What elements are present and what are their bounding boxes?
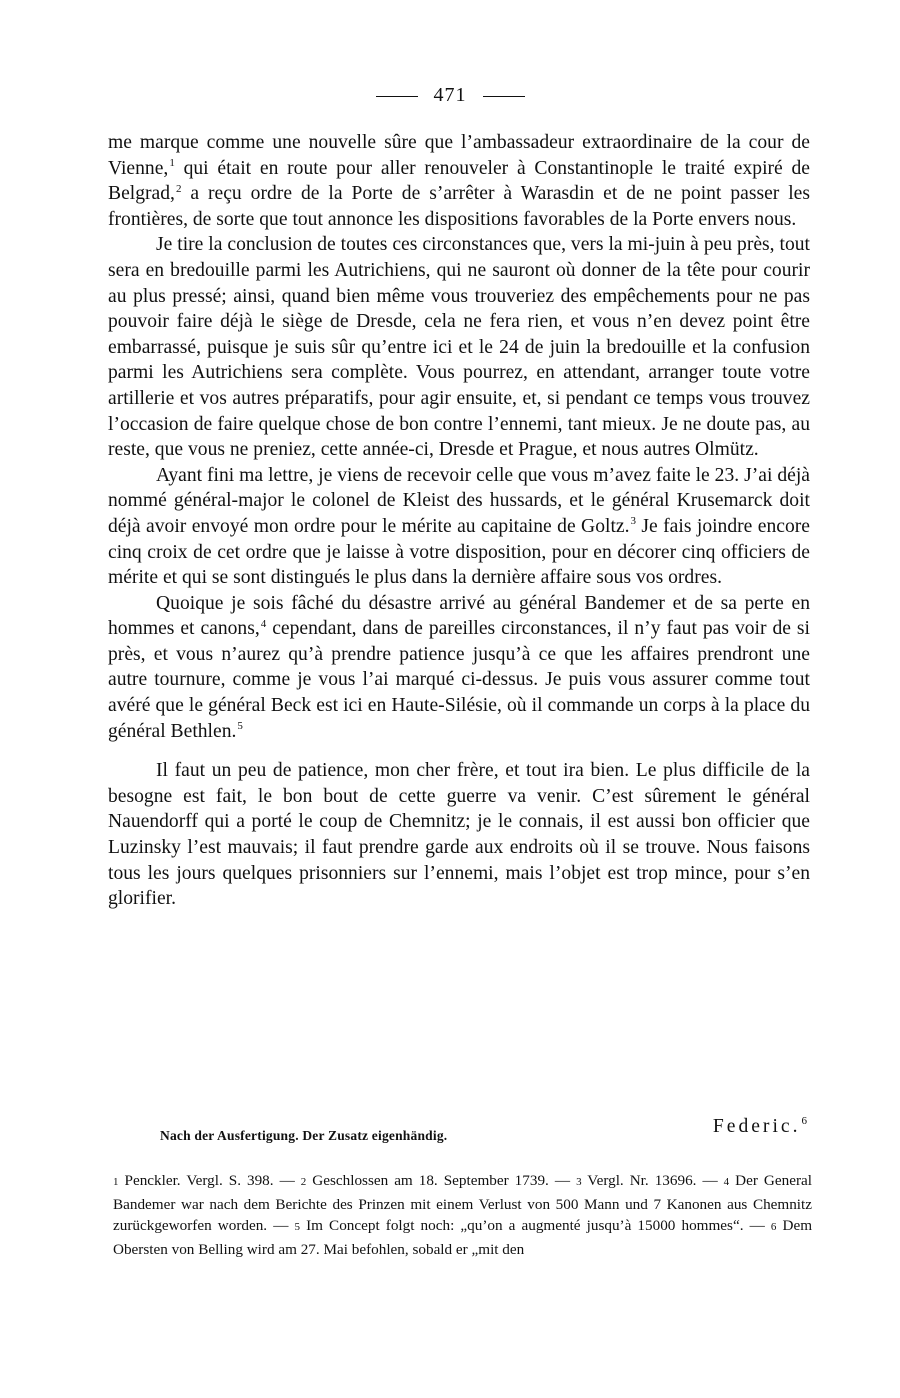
paragraph-3-text-b: Je fais joindre encore cinq croix de cet ordre que je laisse à votre disposition, pour en décorer cinq officiers de mérite et qui se sont distingués le plus dans la dernière affaire sous vos ordres. (108, 515, 810, 589)
footnote-ref-4: 4 (260, 617, 267, 630)
footnote-number-2: 2 (300, 1176, 307, 1188)
footnote-text-2: Geschlossen am 18. September 1739. — (306, 1172, 577, 1189)
footnote-number-1: 1 (113, 1176, 119, 1188)
footnote-number-3: 3 (576, 1176, 582, 1188)
footnote-ref-3: 3 (630, 515, 636, 528)
paragraph-1-text-a: me marque comme une nouvelle sûre que l’ambassadeur extraordinaire de la cour de Vienne, (108, 132, 810, 179)
paragraph-4-text-b: cependant, dans de pareilles circonstances, il n’y faut pas voir de si près, et vous n’aurez qu’à prendre patience jusqu’à ce que les affaires prendront une autre tournure, comme je vous l’ai marqué ci-dessus. Je puis vous assurer comme tout avéré que le général Beck est ici en Haute-Silésie, où il commande un corps à la place du général Bethlen. (108, 618, 810, 742)
page-header (0, 84, 900, 107)
footnote-ref-6: 6 (801, 1115, 810, 1128)
paragraph-1 (108, 130, 810, 232)
footnote-ref-5: 5 (237, 720, 243, 733)
page-number: 471 (433, 84, 467, 106)
signature (713, 1116, 810, 1138)
letter-body (108, 130, 810, 912)
paragraph-4 (108, 591, 810, 745)
paragraph-3-text-a: Ayant fini ma lettre, je viens de recevoir celle que vous m’avez faite le 23. J’ai déjà nommé général-major le colonel de Kleist des hussards, et le général Krusemarck doit déjà avoir envoyé mon ordre pour le mérite au capitaine de Goltz. (108, 464, 810, 537)
paragraph-1-text-c: a reçu ordre de la Porte de s’arrêter à Warasdin et de ne point passer les frontières, de sorte que tout annonce les dispositions favorables de la Porte envers nous. (108, 183, 810, 230)
signature-text: Federic. (712, 1116, 801, 1137)
footnote-ref-2: 2 (175, 182, 182, 195)
source-note: Nach der Ausfertigung. Der Zusatz eigenhändig. (160, 1128, 448, 1143)
footnote-ref-1: 1 (169, 157, 175, 170)
paragraph-1-text-b: qui était en route pour aller renouveler à Constantinople le traité expiré de Belgrad, (108, 157, 810, 205)
header-left-dash (376, 96, 418, 97)
footnote-number-5: 5 (294, 1221, 300, 1233)
footnote-number-4: 4 (723, 1176, 730, 1188)
footnote-text-6: Dem Obersten von Belling wird am 27. Mai befohlen, sobald er „mit den (113, 1217, 813, 1258)
paragraph-2-text: Je tire la conclusion de toutes ces circonstances que, vers la mi-juin à peu près, tout sera en bredouille parmi les Autrichiens, qui ne sauront où donner de la tête pour courir au plus pressé; ainsi, quand bien même vous trouveriez des empêchements pour ne pas pouvoir faire déjà le siège de Dresde, cela ne fera rien, et vous n’en devez point être embarrassé, puisque je suis sûr qu’entre ici et le 24 de juin la bredouille et la confusion parmi les Autrichiens sera complète. Vous pourrez, en attendant, arranger toute votre artillerie et vos autres préparatifs, pour agir ensuite, et, si pendant ce temps vous trouvez l’occasion de faire quelque chose de bon contre l’ennemi, tant mieux. Je ne doute pas, au reste, que vous ne preniez, cette année-ci, Dresde et Prague, et nous autres Olmütz. (108, 234, 810, 461)
paragraph-3 (108, 463, 810, 591)
footnote-text-3: Vergl. Nr. 13696. — (581, 1172, 724, 1189)
header-right-dash (483, 96, 525, 97)
footnote-text-4: Der General Bandemer war nach dem Berichte des Prinzen mit einem Verlust von 500 Mann und 7 Kanonen aus Chemnitz zurückgeworfen worden. — (113, 1172, 812, 1234)
paragraph-5-postscript (108, 758, 810, 912)
footnotes (113, 1170, 812, 1260)
paragraph-4-text-a: Quoique je sois fâché du désastre arrivé au général Bandemer et de sa perte en hommes et canons, (108, 592, 810, 640)
footnote-block (113, 1170, 812, 1260)
footnote-number-6: 6 (770, 1221, 777, 1233)
paragraph-2 (108, 232, 810, 462)
footnote-text-1: Penckler. Vergl. S. 398. — (118, 1172, 301, 1189)
paragraph-5-text: Il faut un peu de patience, mon cher frère, et tout ira bien. Le plus difficile de la besogne est fait, le bon bout de cette guerre va venir. C’est sûrement le général Nauendorff qui a porté le coup de Chemnitz; je le connais, il est aussi bon officier que Luzinsky l’est mauvais; il faut prendre garde aux endroits où il se trouve. Nous faisons tous les jours quelques prisonniers sur l’ennemi, mais l’objet est trop mince, pour s’en glorifier. (108, 760, 810, 910)
footnote-text-5: Im Concept folgt noch: „qu’on a augmenté jusqu’à 15000 hommes“. — (300, 1217, 771, 1234)
closing-row (108, 1116, 810, 1146)
